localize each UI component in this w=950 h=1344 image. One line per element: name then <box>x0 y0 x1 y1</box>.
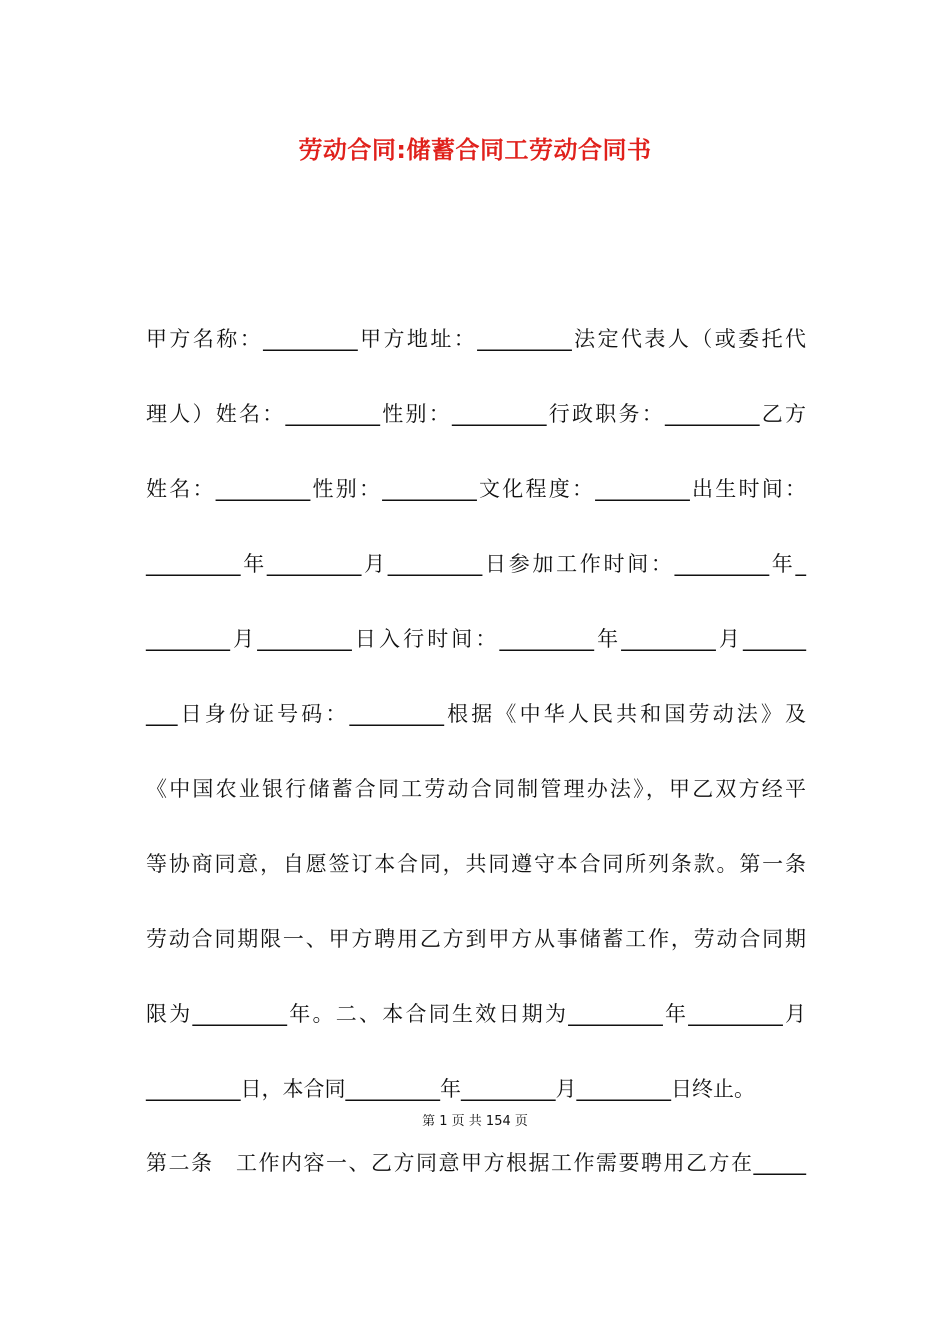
body-line-9: 劳动合同期限一、甲方聘用乙方到甲方从事储蓄工作，劳动合同期 <box>146 927 806 951</box>
body-line-5: ________月_________日入行时间：_________年_________月______ <box>146 627 806 651</box>
body-line-12: 第二条 工作内容一、乙方同意甲方根据工作需要聘用乙方在_____ <box>146 1151 806 1175</box>
body-line-11: _________日，本合同_________年_________月_________日终止。 <box>146 1077 755 1101</box>
body-line-7: 《中国农业银行储蓄合同工劳动合同制管理办法》，甲乙双方经平 <box>146 777 806 801</box>
document-title: 劳动合同:储蓄合同工劳动合同书 <box>298 136 652 164</box>
body-line-8: 等协商同意，自愿签订本合同，共同遵守本合同所列条款。第一条 <box>146 852 806 876</box>
body-line-1: 甲方名称：_________甲方地址：_________法定代表人（或委托代 <box>146 327 806 351</box>
body-line-4: _________年_________月_________日参加工作时间：_________年_ <box>146 552 806 576</box>
body-line-6: ___日身份证号码：_________根据《中华人民共和国劳动法》及 <box>146 702 806 726</box>
page-number-footer: 第 1 页 共 154 页 <box>422 1114 528 1129</box>
body-line-3: 姓名：_________性别：_________文化程度：_________出生时间： <box>146 477 806 501</box>
body-line-2: 理人）姓名：_________性别：_________行政职务：_________乙方 <box>146 402 806 426</box>
contract-body <box>146 302 806 1127</box>
body-line-10: 限为_________年。二、本合同生效日期为_________年_________月 <box>146 1002 806 1026</box>
contract-body-continued <box>146 1126 806 1201</box>
